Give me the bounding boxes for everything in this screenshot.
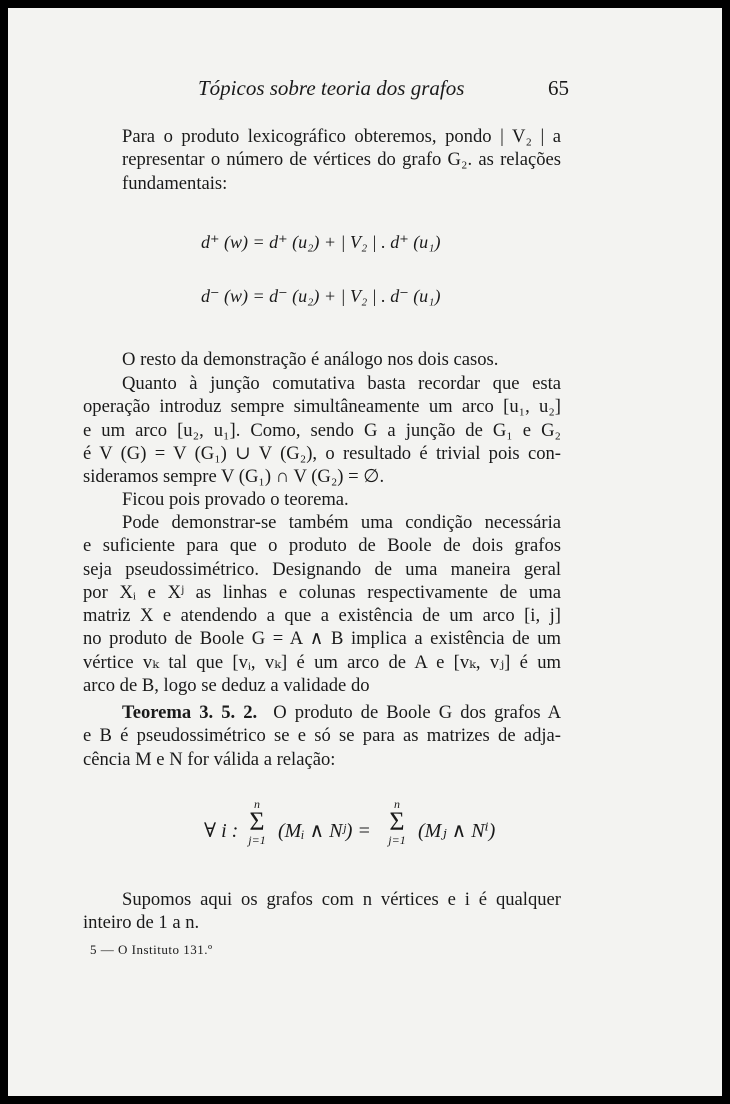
paragraph-resto	[83, 348, 561, 371]
text-line: seja pseudossimétrico. Designando de uma maneira geral	[83, 558, 561, 580]
text-line: sideramos sempre V (G₁) ∩ V (G₂) = ∅.	[83, 466, 385, 488]
text-line: no produto de Boole G = A ∧ B implica a existência de um	[83, 628, 561, 650]
running-header-title: Tópicos sobre teoria dos grafos	[198, 76, 465, 100]
sigma-symbol: Σ	[249, 807, 265, 836]
text-line: matriz X e atendendo a que a existência de um arco [i, j]	[83, 605, 561, 627]
paragraph-supomos	[83, 888, 561, 935]
text-line: representar o número de vértices do grafo G₂. as relações	[122, 149, 561, 171]
text-line	[83, 701, 561, 724]
equation-d-plus	[201, 232, 440, 253]
text-line: e um arco [u₂, u₁]. Como, sendo G a junção de G₁ e G₂	[83, 419, 561, 441]
document-page	[8, 8, 722, 1096]
theorem-text: O produto de Boole G dos grafos A	[273, 702, 562, 723]
text-line: Supomos aqui os grafos com n vértices e i é qualquer	[122, 889, 561, 910]
equation-d-minus	[201, 286, 440, 307]
text-line: arco de B, logo se deduz a validade do	[83, 675, 370, 697]
sum-upper-limit: n	[254, 797, 260, 811]
text-line: Para o produto lexicográfico obteremos, pondo | V₂ | a	[122, 126, 561, 147]
quantifier: ∀ i :	[204, 820, 239, 842]
text-line: por Xᵢ e Xʲ as linhas e colunas respectivamente de uma	[83, 581, 561, 603]
text-line: O resto da demonstração é análogo nos dois casos.	[122, 349, 499, 370]
sum-upper-limit: n	[394, 797, 400, 811]
equation-rhs: = d⁺ (u₂) + | V₂ | . d⁺ (u₁)	[252, 232, 441, 252]
text-line: Pode demonstrar-se também uma condição necessária	[122, 512, 561, 533]
sum-lower-limit: j=1	[248, 833, 266, 847]
summation-right	[384, 798, 410, 846]
paragraph-ficou	[83, 488, 561, 511]
text-line: operação introduz sempre simultâneamente um arco [u₁, u₂]	[83, 396, 561, 418]
sum-lower-limit: j=1	[388, 833, 406, 847]
equation-rhs: = d⁻ (u₂) + | V₂ | . d⁻ (u₁)	[252, 286, 441, 306]
theorem-3-5-2	[83, 701, 561, 771]
equation-lhs: d⁺ (w)	[201, 232, 248, 252]
equation-lhs: d⁻ (w)	[201, 286, 248, 306]
text-line: vértice vₖ tal que [vᵢ, vₖ] é um arco de A e [vₖ, vⱼ] é um	[83, 651, 561, 673]
text-line: é V (G) = V (G₁) ∪ V (G₂), o resultado é trivial pois con-	[83, 442, 561, 464]
paragraph-lexicographic	[83, 125, 561, 195]
summation-left	[244, 798, 270, 846]
text-line: Ficou pois provado o teorema.	[122, 489, 349, 510]
term-left: (Mᵢ ∧ Nʲ) =	[278, 820, 371, 842]
text-line: cência M e N for válida a relação:	[83, 748, 336, 770]
text-line: Quanto à junção comutativa basta recordar que esta	[122, 373, 561, 394]
paragraph-juncao	[83, 372, 561, 488]
signature-mark: 5 — O Instituto 131.º	[90, 942, 213, 957]
text-line: e B é pseudossimétrico se e só se para as matrizes de adja-	[83, 725, 561, 747]
term-right: (Mⱼ ∧ Nⁱ)	[418, 820, 496, 842]
text-line: fundamentais:	[122, 172, 228, 194]
theorem-label: Teorema 3. 5. 2.	[122, 702, 258, 723]
text-line: e suficiente para que o produto de Boole de dois grafos	[83, 535, 561, 557]
equation-pseudosymmetric	[204, 798, 504, 858]
paragraph-boole	[83, 511, 561, 697]
text-line: inteiro de 1 a n.	[83, 912, 200, 934]
sigma-symbol: Σ	[389, 807, 405, 836]
page-number: 65	[548, 76, 569, 100]
